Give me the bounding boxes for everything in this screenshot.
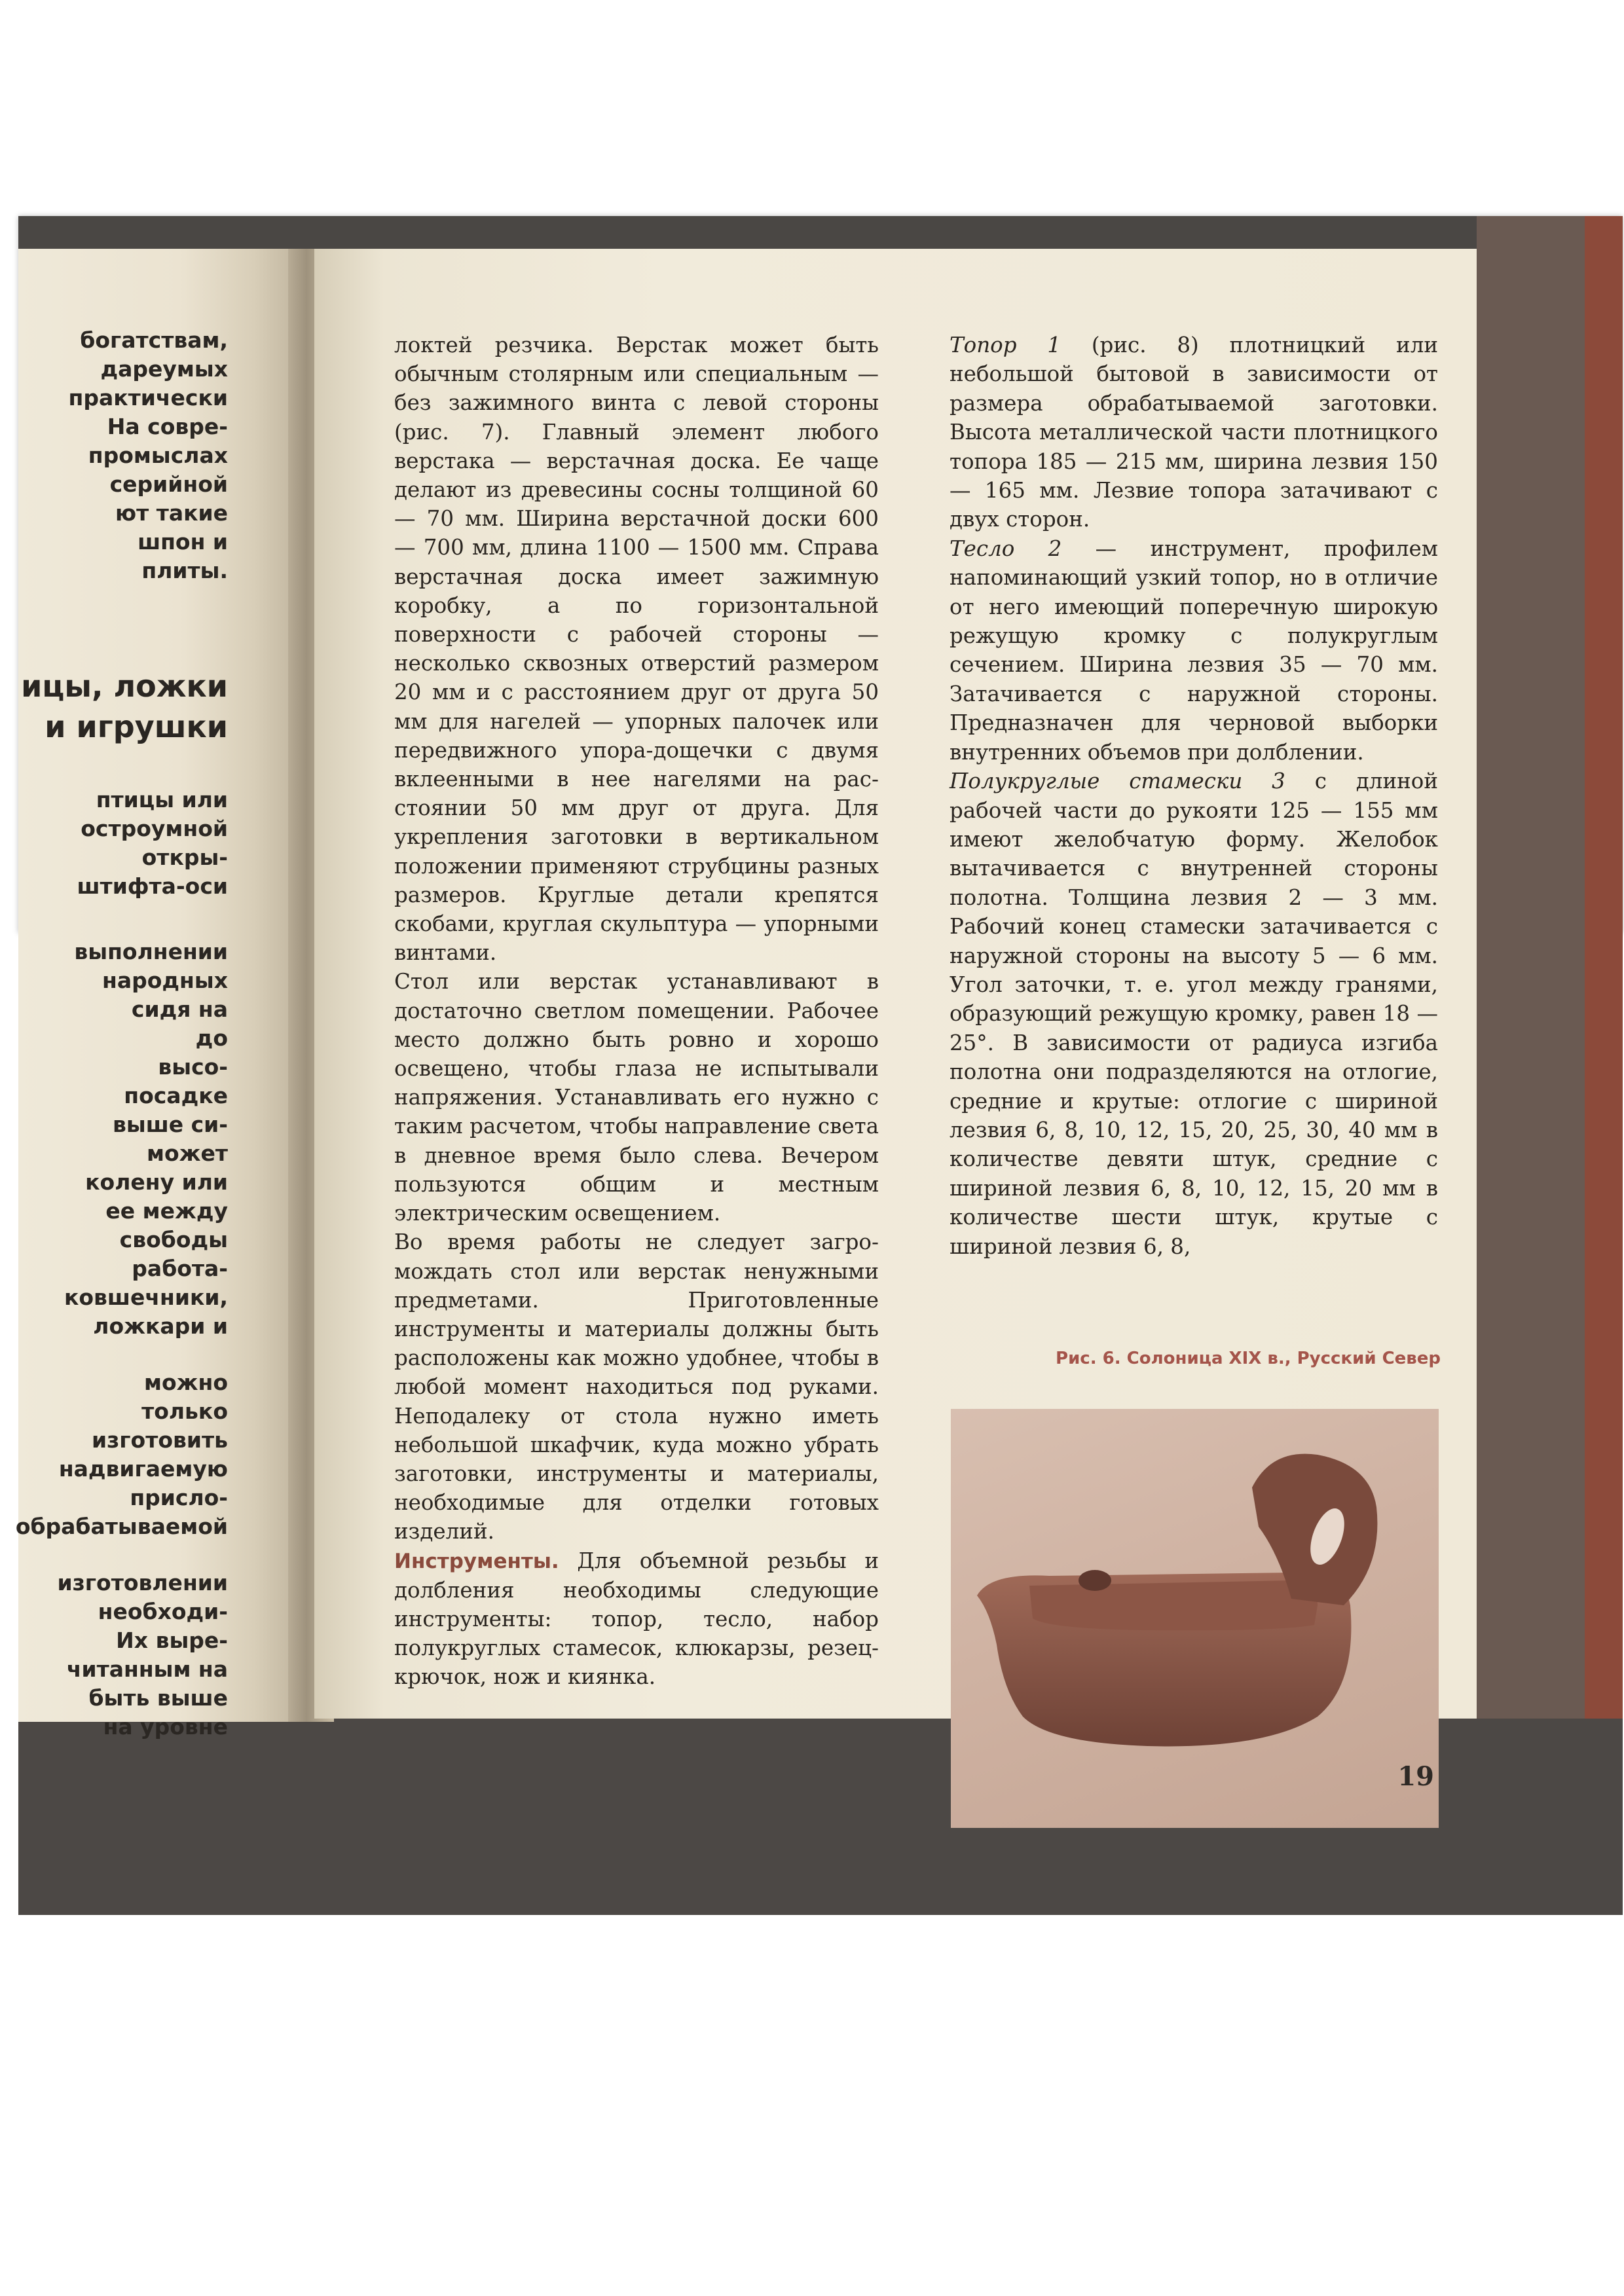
left-page-line: На совре- — [107, 414, 228, 439]
paragraph-axe — [950, 331, 1438, 534]
left-page-line: обрабатываемой — [15, 1514, 228, 1539]
left-page-line: выше си- — [112, 1112, 228, 1137]
paragraph: локтей резчика. Верстак может быть обычным столярным или специальным — без зажимного винта с левой стороны (рис. 7). Главный элемент любого верстака — верстачная доска. Ее чаще делают из древесины сосны толщиной 60 — 70 мм. Ширина верстачной доски 600 — 700 мм, длина 1100 — 1500 мм. Справа верстачная доска имеет зажимную коробку, а по горизонтальной поверхности с рабочей стороны — несколько сквозных отверстий размером 20 мм и с расстоянием друг от друга 50 мм для нагелей — упорных палочек или передвижного упора-дощечки с двумя вклеенными в нее нагелями на расстоянии 50 мм друг от друга. Для укрепления заготовки в вертикальном положении применяют струбцины разных размеров. Круглые детали крепятся скобами, круглая скульптура — упорными винтами. — [394, 333, 879, 966]
left-page-line: штифта-оси — [77, 873, 228, 899]
text-column-right — [950, 331, 1438, 1261]
book-spine-strip — [1585, 216, 1623, 1915]
left-page-line: высо- — [158, 1054, 228, 1080]
figure-photo-salt-cellar — [951, 1409, 1439, 1828]
left-page-line: ложкари и — [93, 1313, 228, 1339]
left-page-line: практически — [68, 385, 228, 410]
paragraph-adze — [950, 534, 1438, 767]
left-page-line: серийной — [109, 471, 228, 497]
term: Полукруглые стамески 3 — [950, 769, 1285, 794]
paragraph-body: с длиной рабочей части до рукояти 125 — 155 мм имеют желобчатую форму. Желобок вытачивается с внутренней стороны полотна. Толщина лезвия 2 — 3 мм. Рабочий конец стамески затачивается с наружной стороны на высоту 5 — 6 мм. Угол заточки, т. е. угол между гранями, образующий режущую кромку, равен 18 — 25°. В зависимости от радиуса изгиба полотна они подразделяются на отлогие, средние и крутые: отлогие с шириной лезвия 6, 8, 10, 12, 15, 20, 25, 30, 40 мм в количестве девяти штук, средние с шириной лезвия 6, 8, 10, 12, 15, 20 мм в количестве шести штук, крутые с шириной лезвия 6, 8, — [950, 769, 1438, 1259]
run-in-heading: Инструменты. — [394, 1549, 559, 1573]
left-page-line: дареумых — [100, 356, 228, 382]
term: Топор 1 — [950, 333, 1061, 357]
salt-cellar-lid — [1029, 1580, 1318, 1630]
left-page-line: ее между — [105, 1198, 228, 1224]
left-page-line: изготовлении — [57, 1570, 228, 1595]
left-page-line: Их выре- — [116, 1628, 228, 1653]
term: Тесло 2 — [950, 536, 1062, 561]
left-page-line: плиты. — [141, 558, 228, 583]
left-page-line: колену или — [85, 1169, 228, 1195]
left-page-line: ют такие — [115, 500, 228, 526]
paragraph: Стол или верстак устанавливают в достаточно светлом помещении. Рабочее место должно быть ровно и хорошо освещено, чтобы глаза не испытывали напряжения. Устанавливать его нужно с таким расчетом, чтобы направление света в дневное время было слева. Вечером пользуются общим и местным электрическим освещением. — [394, 969, 879, 1226]
left-page-line: изготовить — [91, 1427, 228, 1453]
left-page-line: шпон и — [138, 529, 228, 555]
text-column-middle — [394, 331, 879, 1692]
figure-caption: Рис. 6. Солоница XIX в., Русский Север — [1056, 1349, 1441, 1368]
left-page-line: быть выше — [88, 1685, 228, 1711]
left-page-line: читанным на — [66, 1656, 228, 1682]
left-page-line: может — [147, 1140, 228, 1166]
left-page-line: работа- — [132, 1256, 228, 1281]
left-page-line: богатствам, — [80, 327, 228, 353]
left-page-line: народных — [102, 968, 228, 993]
paragraph-chisels — [950, 767, 1438, 1261]
paragraph-body: (рис. 8) плотницкий или небольшой бытовой в зависимости от размера обрабатываемой заготовки. Высота металлической части плотницкого топора 185 — 215 мм, ширина лезвия 150 — 165 мм. Лезвие топора затачивают с двух сторон. — [950, 333, 1438, 532]
left-page-heading: ицы, ложки — [21, 668, 228, 704]
left-page-line: свободы — [119, 1227, 228, 1252]
left-page-heading: и игрушки — [45, 709, 228, 744]
left-page-line: можно — [144, 1370, 228, 1395]
left-page-line: ковшечники, — [64, 1285, 228, 1310]
left-page-line: присло- — [130, 1485, 228, 1510]
left-page-line: посадке — [124, 1083, 228, 1108]
left-page-line: остроумной — [81, 816, 228, 841]
left-page-line: только — [141, 1398, 228, 1424]
page-number: 19 — [1397, 1761, 1434, 1792]
left-page-line: выполнении — [74, 939, 228, 964]
salt-cellar-illustration — [951, 1409, 1439, 1828]
left-page-line: откры- — [141, 845, 228, 870]
paragraph-body: Для объемной резьбы и долбления необходимы следующие инструменты: топор, тесло, набор полукруглых стамесок, клюкарзы, резец-крючок, нож и киянка. — [394, 1548, 879, 1690]
paragraph: Во время работы не следует загромождать стол или верстак ненужными предметами. Приготовленные инструменты и материалы должны быть расположены как можно удобнее, чтобы в любой момент находиться под руками. Неподалеку от стола нужно иметь небольшой шкафчик, куда можно убрать заготовки, инструменты и материалы, необходимые для отделки готовых изделий. — [394, 1230, 879, 1544]
left-page-line: до — [195, 1025, 228, 1051]
left-page-line: промыслах — [88, 443, 228, 468]
left-page-line: необходи- — [98, 1599, 228, 1624]
left-page-line: птицы или — [96, 787, 228, 812]
left-page-line: сидя на — [131, 996, 228, 1022]
paragraph-tools — [394, 1546, 879, 1692]
lid-knob — [1079, 1570, 1111, 1591]
paragraph-body: — инструмент, профилем напоминающий узкий топор, но в отличие от него имеющий поперечную широкую режущую кромку с полукруглым сечением. Ширина лезвия 35 — 70 мм. Затачивается с наружной стороны. Предназначен для черновой выборки внутренних объемов при долблении. — [950, 536, 1438, 765]
left-page-line: на уровне — [103, 1714, 228, 1740]
left-page-line: надвигаемую — [58, 1456, 228, 1482]
